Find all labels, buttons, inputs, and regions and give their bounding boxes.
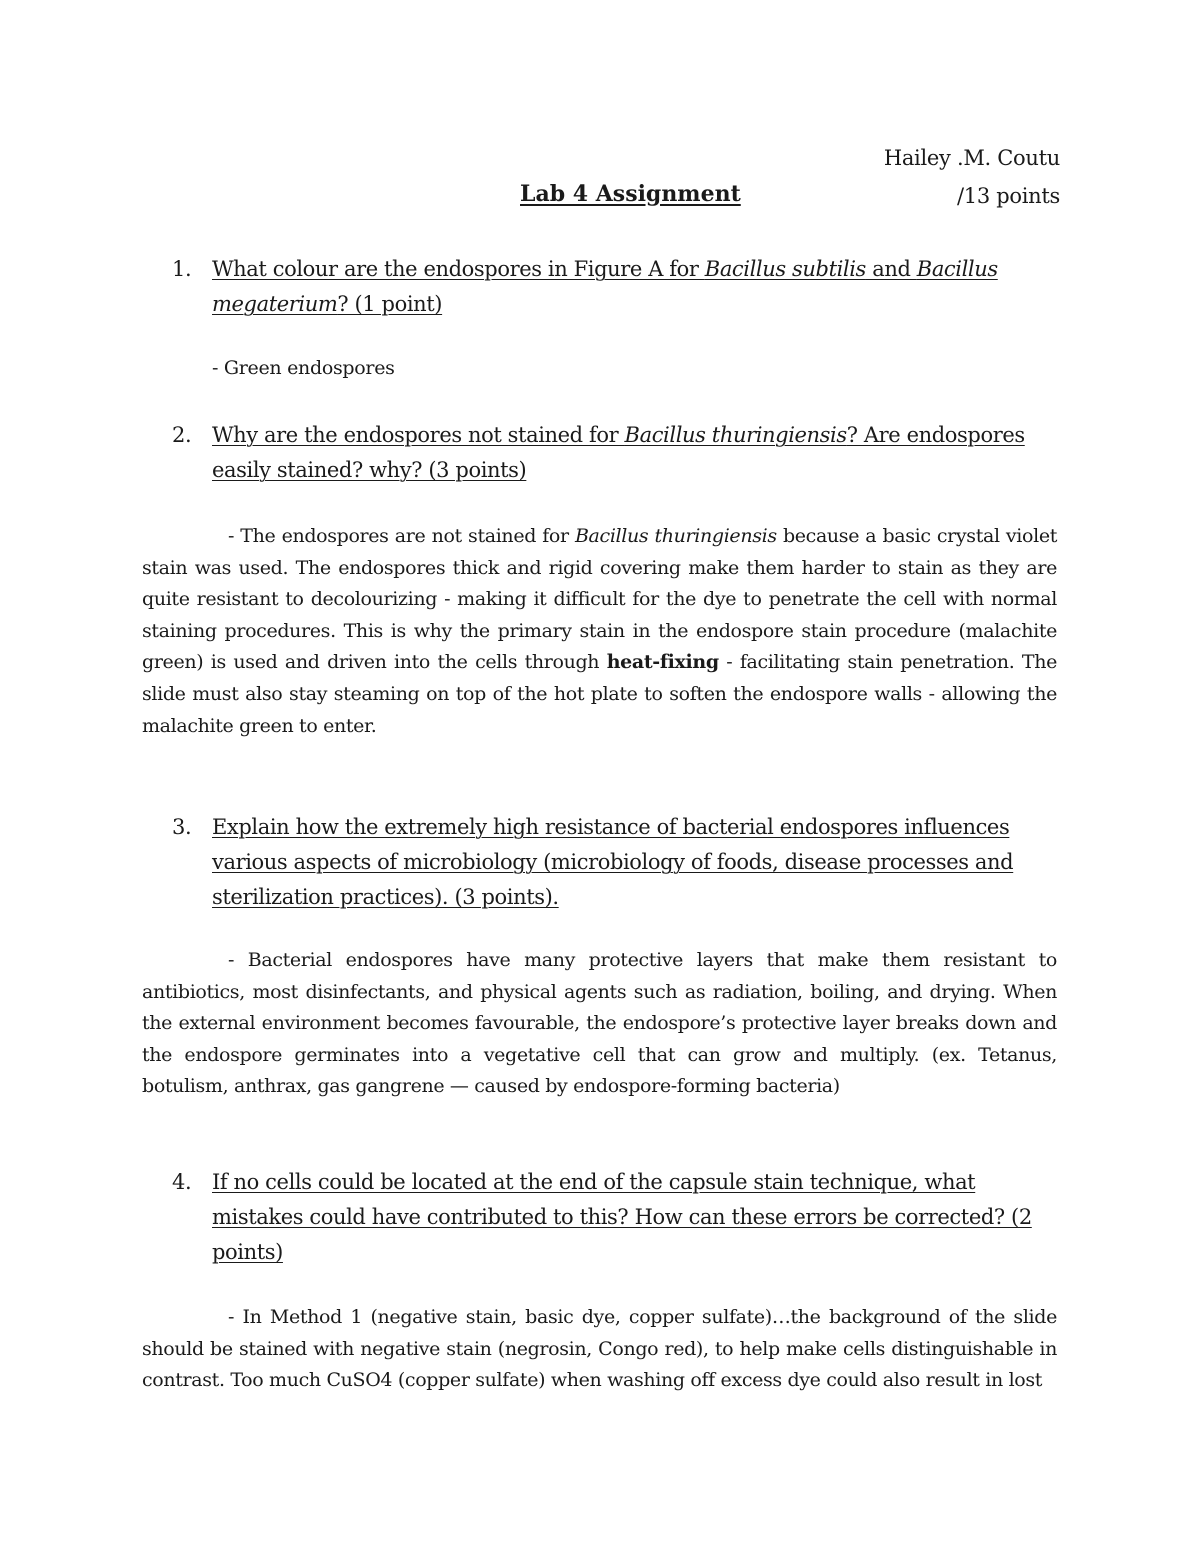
answer-3: - Bacterial endospores have many protective layers that make them resistant to antibiotics, most disinfectants, and physical agents such as radiation, boiling, and drying. When the external environment becomes favourable, the endospore’s protective layer breaks down and the endospore germinates into a vegetative cell that can grow and multiply. (ex. Tetanus, botulism, anthrax, gas gangrene — caused by endospore-forming bacteria) [142,949,1057,1098]
page-title: Lab 4 Assignment [520,181,741,207]
answer-4: - In Method 1 (negative stain, basic dye, copper sulfate)…the background of the slide should be stained with negative stain (negrosin, Congo red), to help make cells distinguishable in contrast. Too much CuSO4 (copper sulfate) when washing off excess dye could also result in lost [142,1306,1057,1392]
question-text: Why are the endospores not stained for Bacillus thuringiensis? Are endospores easily stained? why? (3 points) [212,423,1025,482]
author-name: Hailey .M. Coutu [883,146,1060,170]
question-text: Explain how the extremely high resistance of bacterial endospores influences various aspects of microbiology (microbiology of foods, disease processes and sterilization practices). (3 points). [212,815,1014,909]
question-text: What colour are the endospores in Figure A for Bacillus subtilis and Bacillus megaterium? (1 point) [212,257,998,316]
answer-1: - Green endospores [212,357,395,379]
question-4 [172,1165,1052,1270]
question-3 [172,810,1052,915]
question-number: 1. [172,257,192,281]
question-2 [172,418,1052,488]
question-text: If no cells could be located at the end of the capsule stain technique, what mistakes could have contributed to this? How can these errors be corrected? (2 points) [212,1170,1032,1264]
question-number: 4. [172,1170,192,1194]
question-1 [172,252,1052,322]
answer-2: - The endospores are not stained for Bacillus thuringiensis because a basic crystal violet stain was used. The endospores thick and rigid covering make them harder to stain as they are quite resistant to decolourizing - making it difficult for the dye to penetrate the cell with normal staining procedures. This is why the primary stain in the endospore stain procedure (malachite green) is used and driven into the cells through heat-fixing - facilitating stain penetration. The slide must also stay steaming on top of the hot plate to soften the endospore walls - allowing the malachite green to enter. [142,525,1057,737]
points-label: /13 points [956,184,1060,208]
question-number: 2. [172,423,192,447]
question-number: 3. [172,815,192,839]
